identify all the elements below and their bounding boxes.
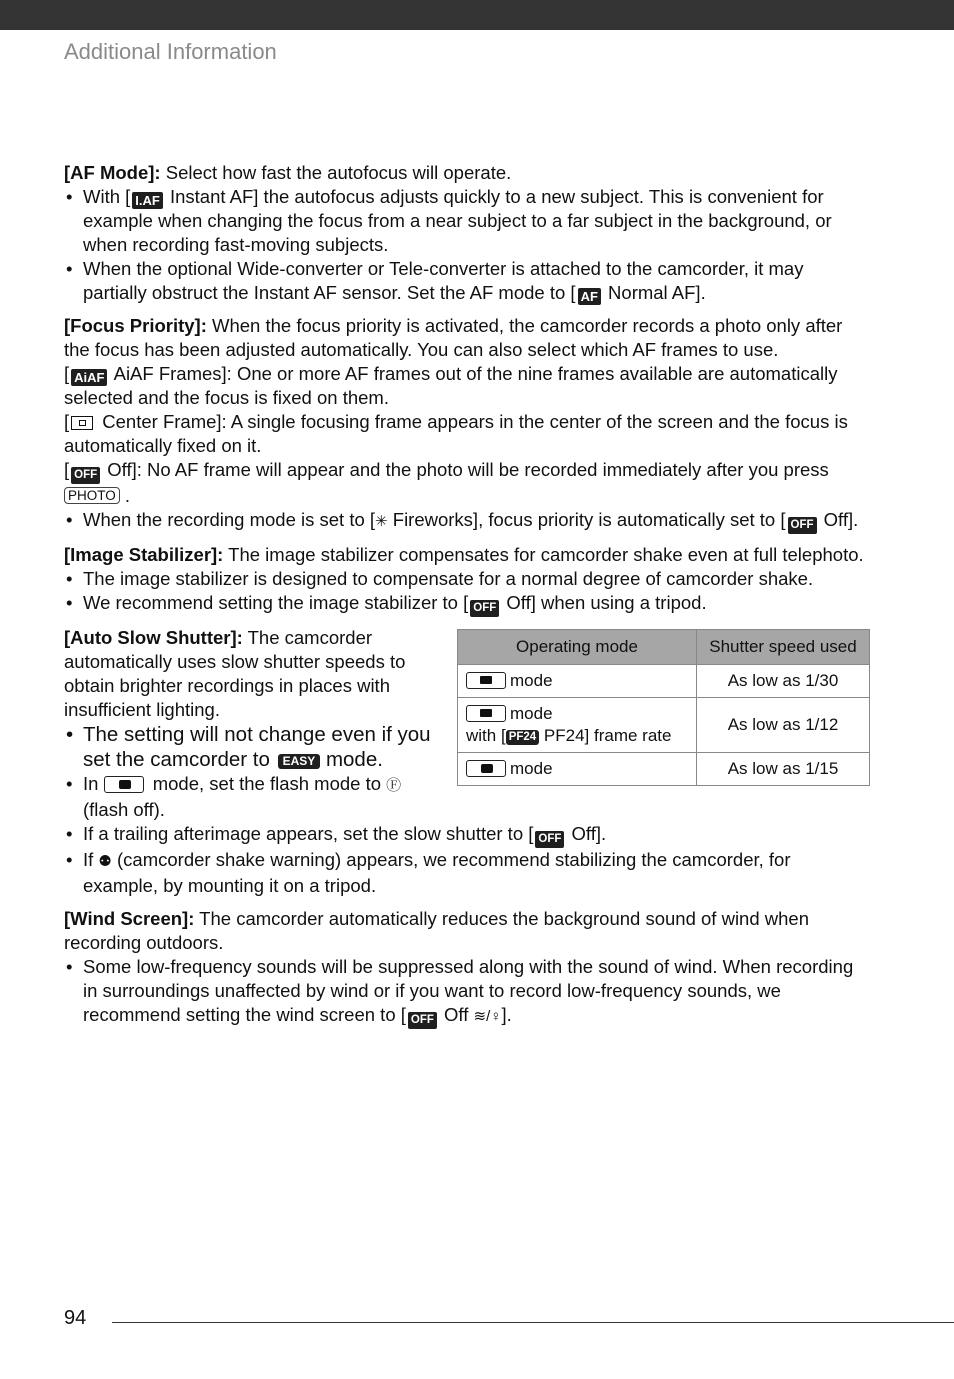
auto-slow-shutter-bullets-c: [64, 822, 870, 898]
pf24-icon: PF24: [506, 730, 540, 745]
movie-mode-icon: [466, 705, 506, 722]
page-number: 94: [64, 1307, 87, 1329]
easy-mode-icon: EASY: [278, 754, 321, 769]
aiaf-frames-text: [ AiAF AiAF Frames]: One or more AF frames out of the nine frames available are automatically selected and the focus is fixed on them.: [64, 363, 838, 408]
list-item: • The image stabilizer is designed to compensate for a normal degree of camcorder shake.: [64, 567, 870, 591]
table-header-shutter-speed: Shutter speed used: [697, 630, 870, 665]
auto-slow-shutter-bullets-b: [64, 772, 444, 822]
off-icon: OFF: [788, 517, 817, 534]
list-item: • If ⚉ (camcorder shake warning) appears, we recommend stabilizing the camcorder, for example, by mounting it on a tripod.: [64, 848, 870, 898]
off-icon: OFF: [71, 467, 100, 484]
focus-priority-section: [64, 314, 870, 534]
auto-slow-shutter-text: [64, 626, 444, 822]
list-item: • Some low-frequency sounds will be suppressed along with the sound of wind. When recording in surroundings unaffected by wind or if you want to record low-frequency sounds, we recommend setting the wind screen to [ OFF Off ≋/♀].: [64, 955, 870, 1029]
auto-slow-shutter-heading: [Auto Slow Shutter]:: [64, 627, 243, 648]
table-header-row: [458, 630, 870, 665]
wind-screen-heading: [Wind Screen]:: [64, 908, 195, 929]
table-cell-mode: mode: [458, 665, 697, 698]
list-item: • With [ I.AF Instant AF] the autofocus adjusts quickly to a new subject. This is convenient for example when changing the focus from a near subject to a far subject in the background, or when recording fast-moving subjects.: [64, 185, 870, 257]
auto-slow-shutter-intro: [Auto Slow Shutter]: The camcorder automatically uses slow shutter speeds to obtain brighter recordings in places with insufficient lighting.: [64, 627, 406, 720]
instant-af-icon: I.AF: [132, 192, 163, 209]
table-cell-mode: mode: [458, 753, 697, 786]
af-mode-section: [64, 161, 870, 305]
top-bar: [0, 0, 954, 30]
auto-slow-shutter-section: [64, 626, 870, 898]
table-row: [458, 753, 870, 786]
af-mode-intro: [AF Mode]: Select how fast the autofocus will operate.: [64, 162, 512, 183]
off-frame-text: [ OFF Off]: No AF frame will appear and the photo will be recorded immediately after you press PHOTO .: [64, 459, 829, 506]
photo-button-icon: PHOTO: [64, 487, 120, 504]
aiaf-icon: AiAF: [71, 369, 107, 386]
wind-screen-intro: [Wind Screen]: The camcorder automatically reduces the background sound of wind when recording outdoors.: [64, 908, 809, 953]
off-icon: OFF: [408, 1012, 437, 1029]
table-cell-mode: mode with [ PF24 PF24] frame rate: [458, 698, 697, 753]
list-item: • If a trailing afterimage appears, set the slow shutter to [ OFF Off].: [64, 822, 870, 848]
image-stabilizer-bullets: [64, 567, 870, 617]
list-item: • We recommend setting the image stabilizer to [ OFF Off] when using a tripod.: [64, 591, 870, 617]
wind-screen-icon: ≋/♀: [473, 1008, 502, 1025]
shake-warning-icon: ⚉: [98, 853, 112, 870]
manual-content: [64, 161, 870, 1038]
flash-off-icon: Ⓕ: [386, 777, 402, 794]
normal-af-icon: AF: [578, 288, 601, 305]
table-row: [458, 665, 870, 698]
photo-mode-icon: [466, 760, 506, 777]
image-stabilizer-section: [64, 543, 870, 617]
off-icon: OFF: [470, 600, 499, 617]
auto-slow-shutter-bullets-a: [64, 722, 444, 772]
table-header-operating-mode: Operating mode: [458, 630, 697, 665]
af-mode-heading: [AF Mode]:: [64, 162, 161, 183]
center-frame-icon: [71, 416, 93, 430]
fireworks-icon: ✳: [375, 513, 388, 530]
wind-screen-section: [64, 907, 870, 1029]
photo-mode-icon: [104, 776, 144, 793]
table-row: [458, 698, 870, 753]
table-cell-value: As low as 1/30: [697, 665, 870, 698]
list-item: • In mode, set the flash mode to Ⓕ (flash off).: [64, 772, 444, 822]
table-cell-value: As low as 1/15: [697, 753, 870, 786]
movie-mode-icon: [466, 672, 506, 689]
focus-priority-intro: [Focus Priority]: When the focus priority is activated, the camcorder records a photo only after the focus has been adjusted automatically. You can also select which AF frames to use.: [64, 315, 843, 360]
off-icon: OFF: [535, 831, 564, 848]
list-item: • When the optional Wide-converter or Tele-converter is attached to the camcorder, it may partially obstruct the Instant AF sensor. Set the AF mode to [ AF Normal AF].: [64, 257, 870, 305]
list-item: • When the recording mode is set to [✳ Fireworks], focus priority is automatically set to [ OFF Off].: [64, 508, 870, 534]
center-frame-text: [ Center Frame]: A single focusing frame appears in the center of the screen and the focus is automatically fixed on it.: [64, 411, 848, 456]
section-header-title: Additional Information: [64, 39, 277, 64]
list-item: • The setting will not change even if you set the camcorder to EASY mode.: [64, 722, 444, 772]
wind-screen-bullets: [64, 955, 870, 1029]
focus-priority-heading: [Focus Priority]:: [64, 315, 207, 336]
shutter-speed-table: [457, 629, 870, 786]
image-stabilizer-intro: [Image Stabilizer]: The image stabilizer compensates for camcorder shake even at full telephoto.: [64, 544, 864, 565]
footer-divider: [112, 1322, 954, 1323]
image-stabilizer-heading: [Image Stabilizer]:: [64, 544, 224, 565]
table-cell-value: As low as 1/12: [697, 698, 870, 753]
af-mode-bullets: [64, 185, 870, 305]
focus-priority-bullets: [64, 508, 870, 534]
